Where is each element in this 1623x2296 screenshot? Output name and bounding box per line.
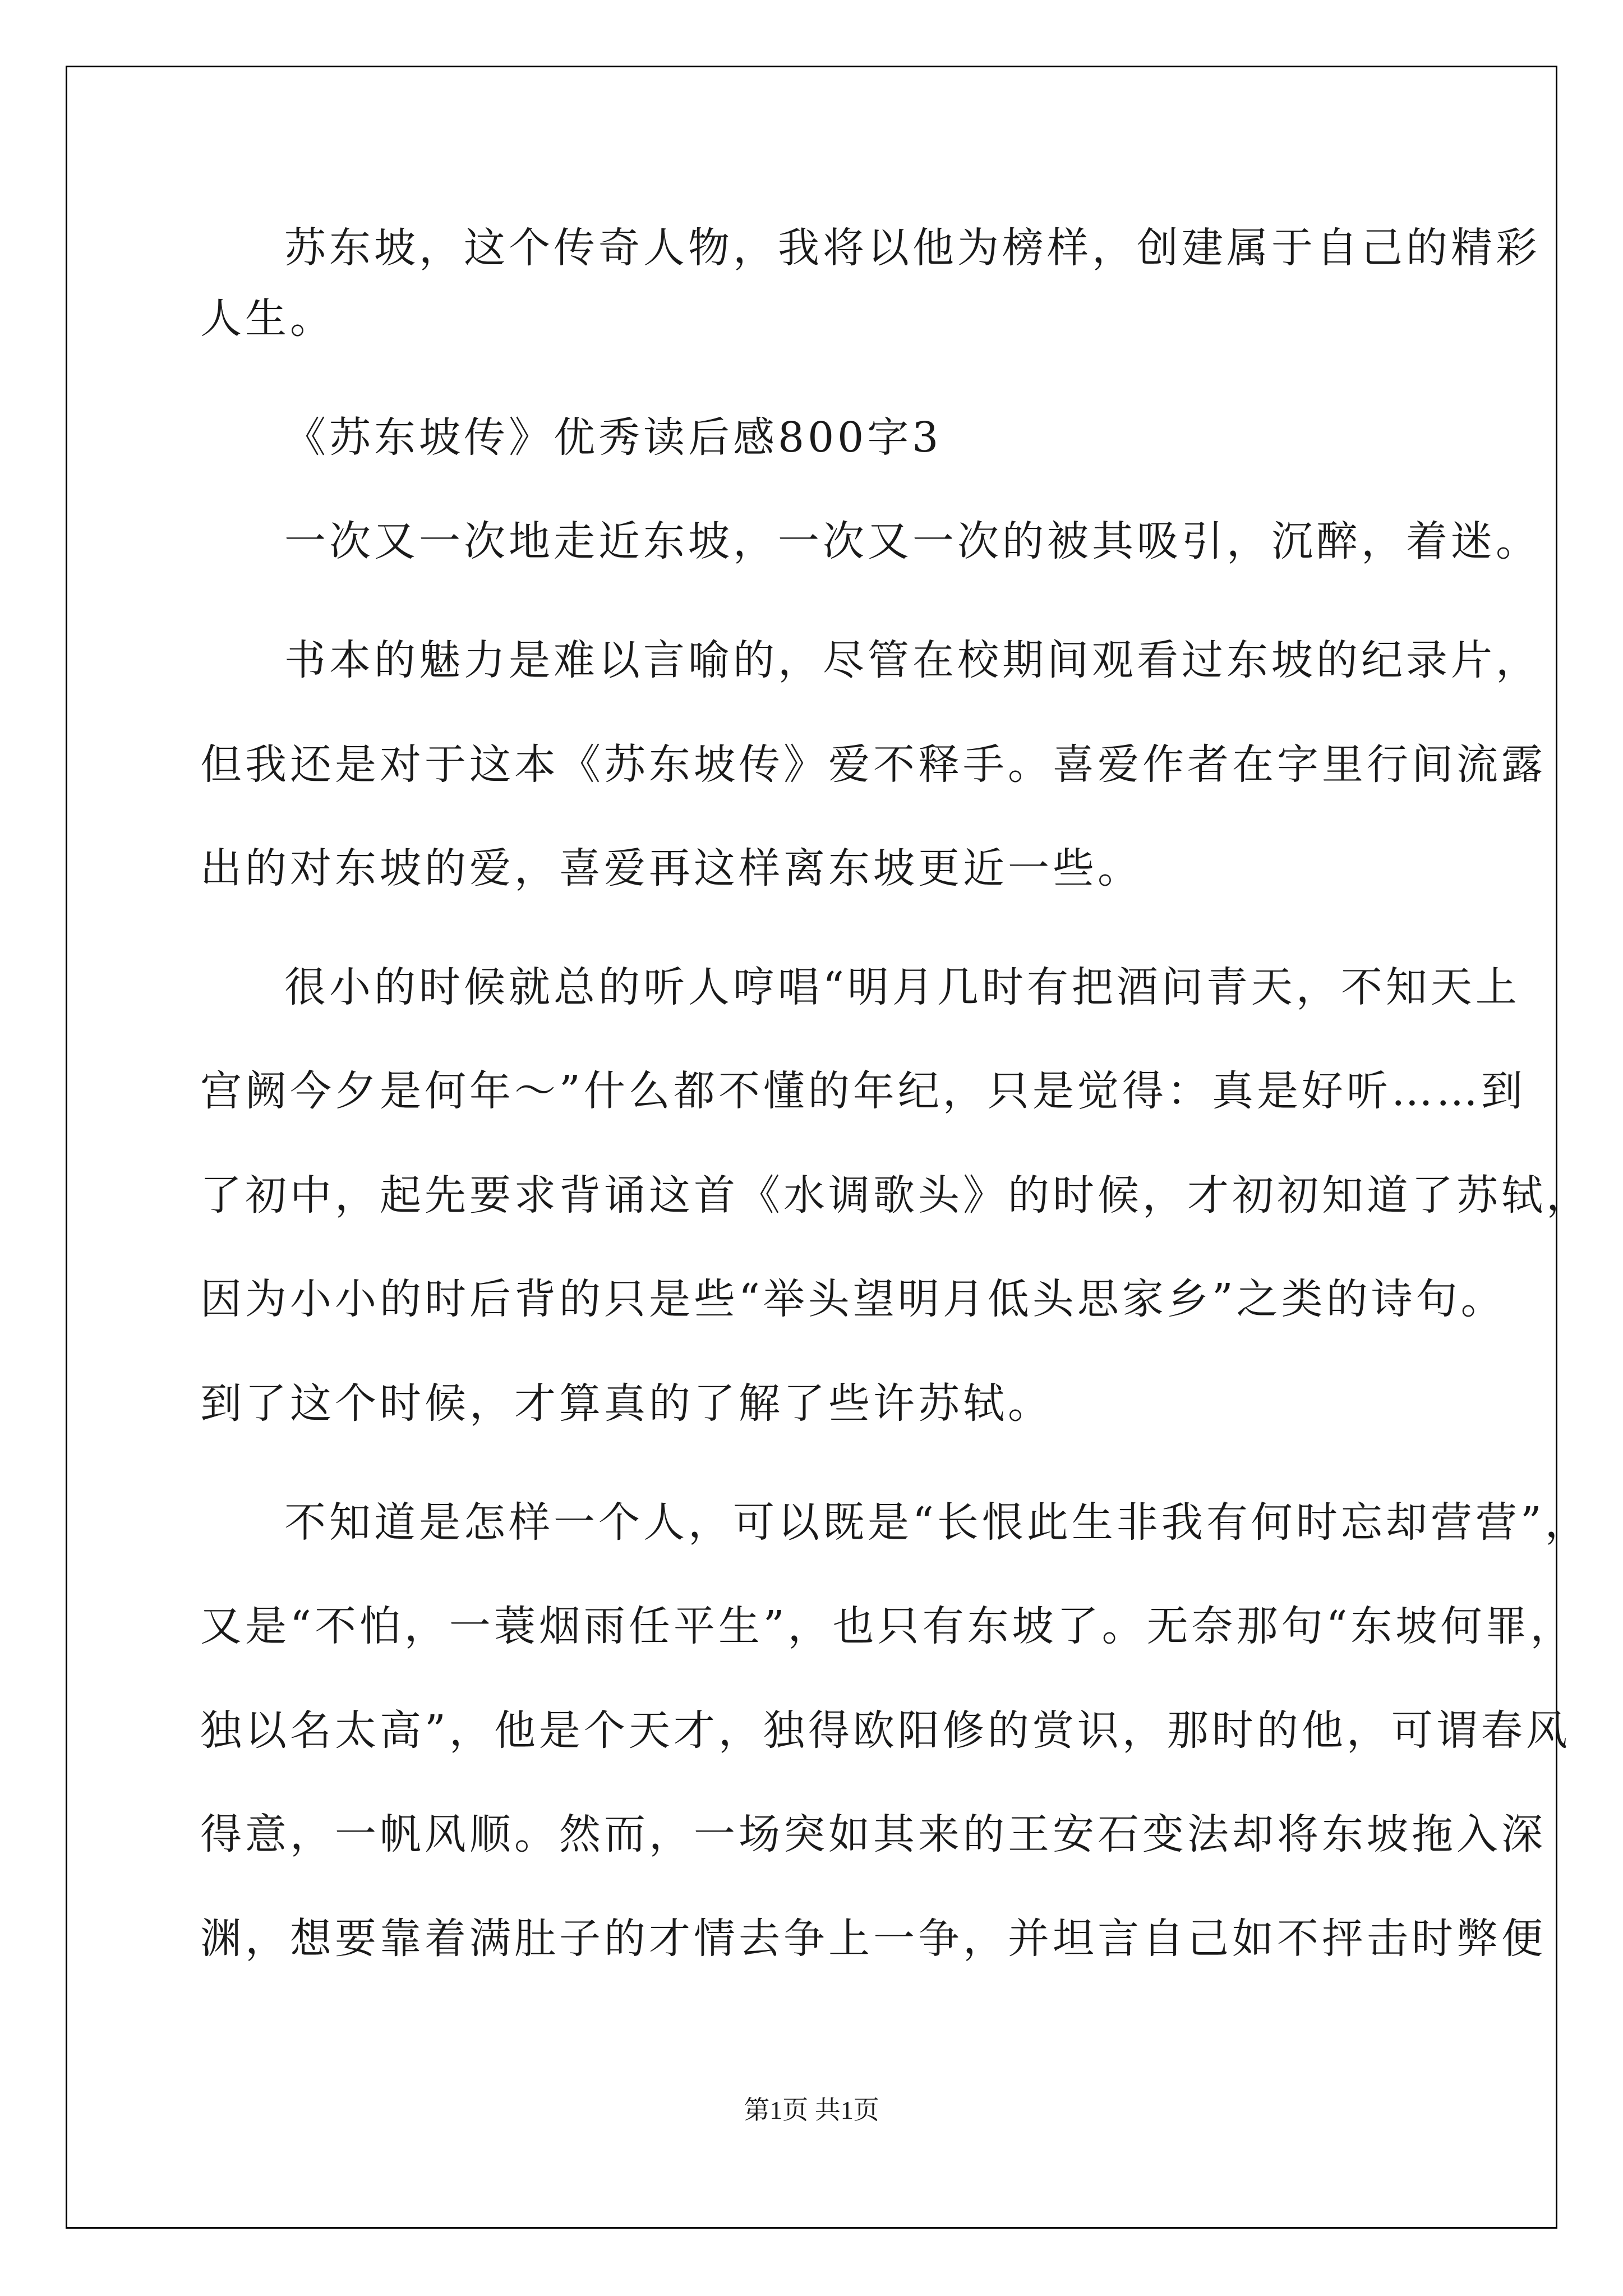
text-line: 但我还是对于这本《苏东坡传》爱不释手。喜爱作者在字里行间流露: [200, 740, 1546, 789]
text-line: 出的对东坡的爱，喜爱再这样离东坡更近一些。: [200, 844, 1142, 892]
text-line: 人生。: [200, 295, 335, 343]
text-line: 很小的时候就总的听人哼唱“明月几时有把酒问青天，不知天上: [284, 963, 1520, 1011]
text-line: 得意，一帆风顺。然而，一场突如其来的王安石变法却将东坡拖入深: [200, 1810, 1546, 1858]
page-border: [66, 66, 1557, 2229]
text-line: 又是“不怕，一蓑烟雨任平生”，也只有东坡了。无奈那句“东坡何罪，: [200, 1602, 1575, 1650]
text-line: 苏东坡，这个传奇人物，我将以他为榜样，创建属于自己的精彩: [284, 224, 1541, 272]
section-heading: 《苏东坡传》优秀读后感800字3: [284, 413, 942, 462]
text-line: 因为小小的时后背的只是些“举头望明月低头思家乡”之类的诗句。: [200, 1275, 1506, 1323]
text-line: 宫阙今夕是何年～”什么都不懂的年纪，只是觉得：真是好听……到: [200, 1067, 1526, 1115]
text-line: 书本的魅力是难以言喻的，尽管在校期间观看过东坡的纪录片，: [284, 636, 1541, 684]
text-line: 独以名太高”，他是个天才，独得欧阳修的赏识，那时的他，可谓春风: [200, 1706, 1571, 1755]
text-line: 到了这个时候，才算真的了解了些许苏轼。: [200, 1379, 1053, 1428]
text-line: 渊，想要靠着满肚子的才情去争上一争，并坦言自己如不抨击时弊便: [200, 1915, 1546, 1963]
page-footer: 第1页 共1页: [744, 2096, 879, 2124]
text-line: 了初中，起先要求背诵这首《水调歌头》的时候，才初初知道了苏轼，: [200, 1171, 1591, 1220]
text-line: 不知道是怎样一个人，可以既是“长恨此生非我有何时忘却营营”，: [284, 1498, 1590, 1547]
text-line: 一次又一次地走近东坡，一次又一次的被其吸引，沉醉，着迷。: [284, 517, 1541, 565]
